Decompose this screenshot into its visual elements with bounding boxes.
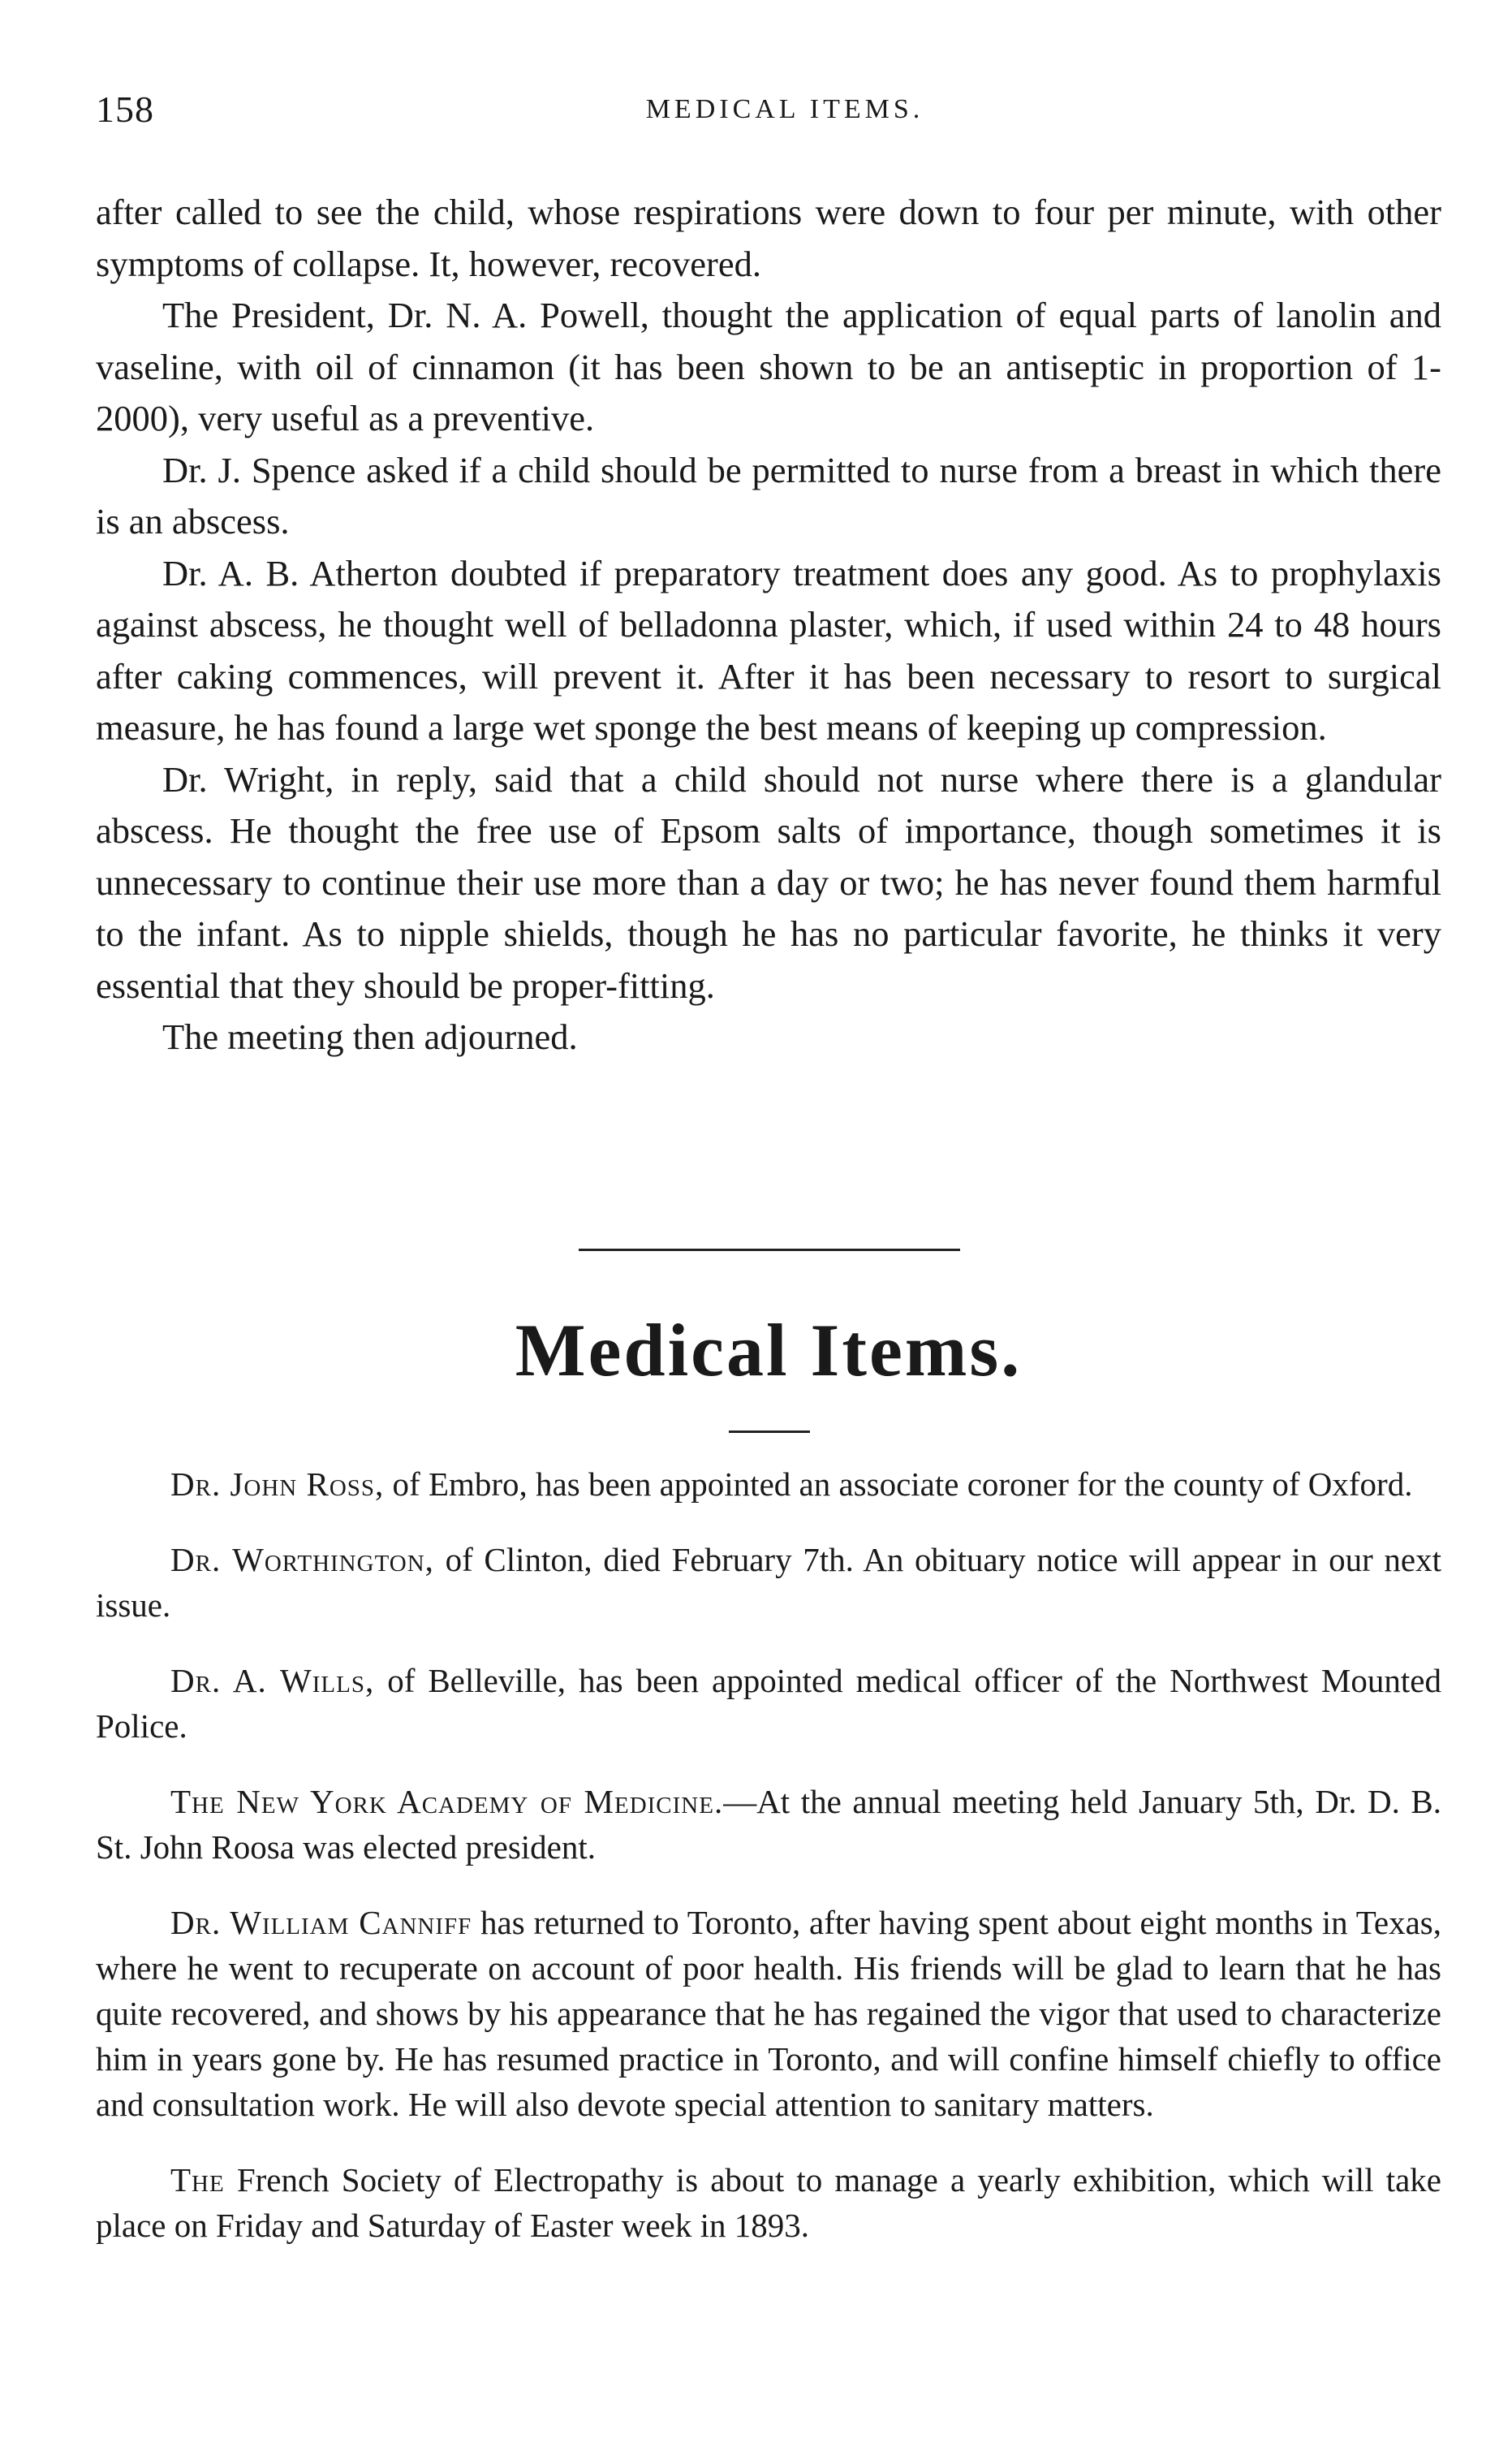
item-lead: Dr. A. Wills, <box>170 1662 375 1699</box>
paragraph-spence: Dr. J. Spence asked if a child should be permitted to nurse from a breast in which there is an abscess. <box>96 449 1441 542</box>
item-lead: Dr. John Ross, <box>170 1465 385 1503</box>
medical-items-list <box>96 1461 1441 2278</box>
paragraph-wright: Dr. Wright, in reply, said that a child should not nurse where there is a glandular abscess. He thought the free use of Epsom salts of importance, though sometimes it is unnecessary to continue their use more than a day or two; he has never found them harmful to the infant. As to nipple shields, though he has no particular favorite, he thinks it very essential that they should be proper-fitting. <box>96 758 1441 1006</box>
news-item <box>96 1461 1441 1507</box>
news-item <box>96 1658 1441 1749</box>
item-text: French Society of Electropathy is about to manage a yearly exhibition, which will take place on Friday and Saturday of Easter week in 1893. <box>96 2161 1441 2244</box>
running-header <box>96 88 1441 136</box>
page-number: 158 <box>96 88 154 130</box>
paragraph-continued: after called to see the child, whose respirations were down to four per minute, with other symptoms of collapse. It, however, recovered. <box>96 192 1441 284</box>
paragraph-powell: The President, Dr. N. A. Powell, thought the application of equal parts of lanolin and vaseline, with oil of cinnamon (it has been shown to be an antiseptic in proportion of 1-2000), very useful as a preventive. <box>96 295 1441 438</box>
item-lead: Dr. William Canniff <box>170 1904 472 1941</box>
news-item <box>96 1900 1441 2127</box>
item-lead: The New York Academy of Medicine. <box>170 1783 724 1820</box>
heading-underline-rule <box>729 1430 810 1433</box>
news-item <box>96 1779 1441 1870</box>
meeting-report-text <box>96 187 1441 1064</box>
section-heading: Medical Items. <box>515 1309 1023 1392</box>
paragraph-atherton: Dr. A. B. Atherton doubted if preparatory treatment does any good. As to prophylaxis against abscess, he thought well of belladonna plaster, which, if used within 24 to 48 hours after caking commences, will prevent it. After it has been necessary to resort to surgical measure, he has found a large wet sponge the best means of keeping up compression. <box>96 552 1441 748</box>
paragraph-adjourned: The meeting then adjourned. <box>162 1016 578 1057</box>
news-item <box>96 2157 1441 2248</box>
running-title: MEDICAL ITEMS. <box>645 94 924 124</box>
item-text: of Clinton, died February 7th. An obituary notice will appear in our next issue. <box>96 1541 1442 1624</box>
item-lead: Dr. Worthington, <box>170 1541 434 1578</box>
item-text: has returned to Toronto, after having spent about eight months in Texas, where he went to recuperate on account of poor health. His friends will be glad to learn that he has quite recovered, and shows by his appearance that he has regained the vigor that used to characterize him in years gone by. He has resumed practice in Toronto, and will confine himself chiefly to office and consultation work. He will also devote special attention to sanitary matters. <box>96 1904 1441 2123</box>
item-text: of Belleville, has been appointed medical officer of the Northwest Mounted Police. <box>96 1662 1441 1745</box>
item-lead: The <box>170 2161 225 2199</box>
section-divider-rule <box>579 1249 960 1251</box>
news-item <box>96 1537 1441 1628</box>
item-text: —At the annual meeting held January 5th, Dr. D. B. St. John Roosa was elected president. <box>96 1783 1441 1866</box>
item-text: of Embro, has been appointed an associate coroner for the county of Oxford. <box>384 1465 1413 1503</box>
